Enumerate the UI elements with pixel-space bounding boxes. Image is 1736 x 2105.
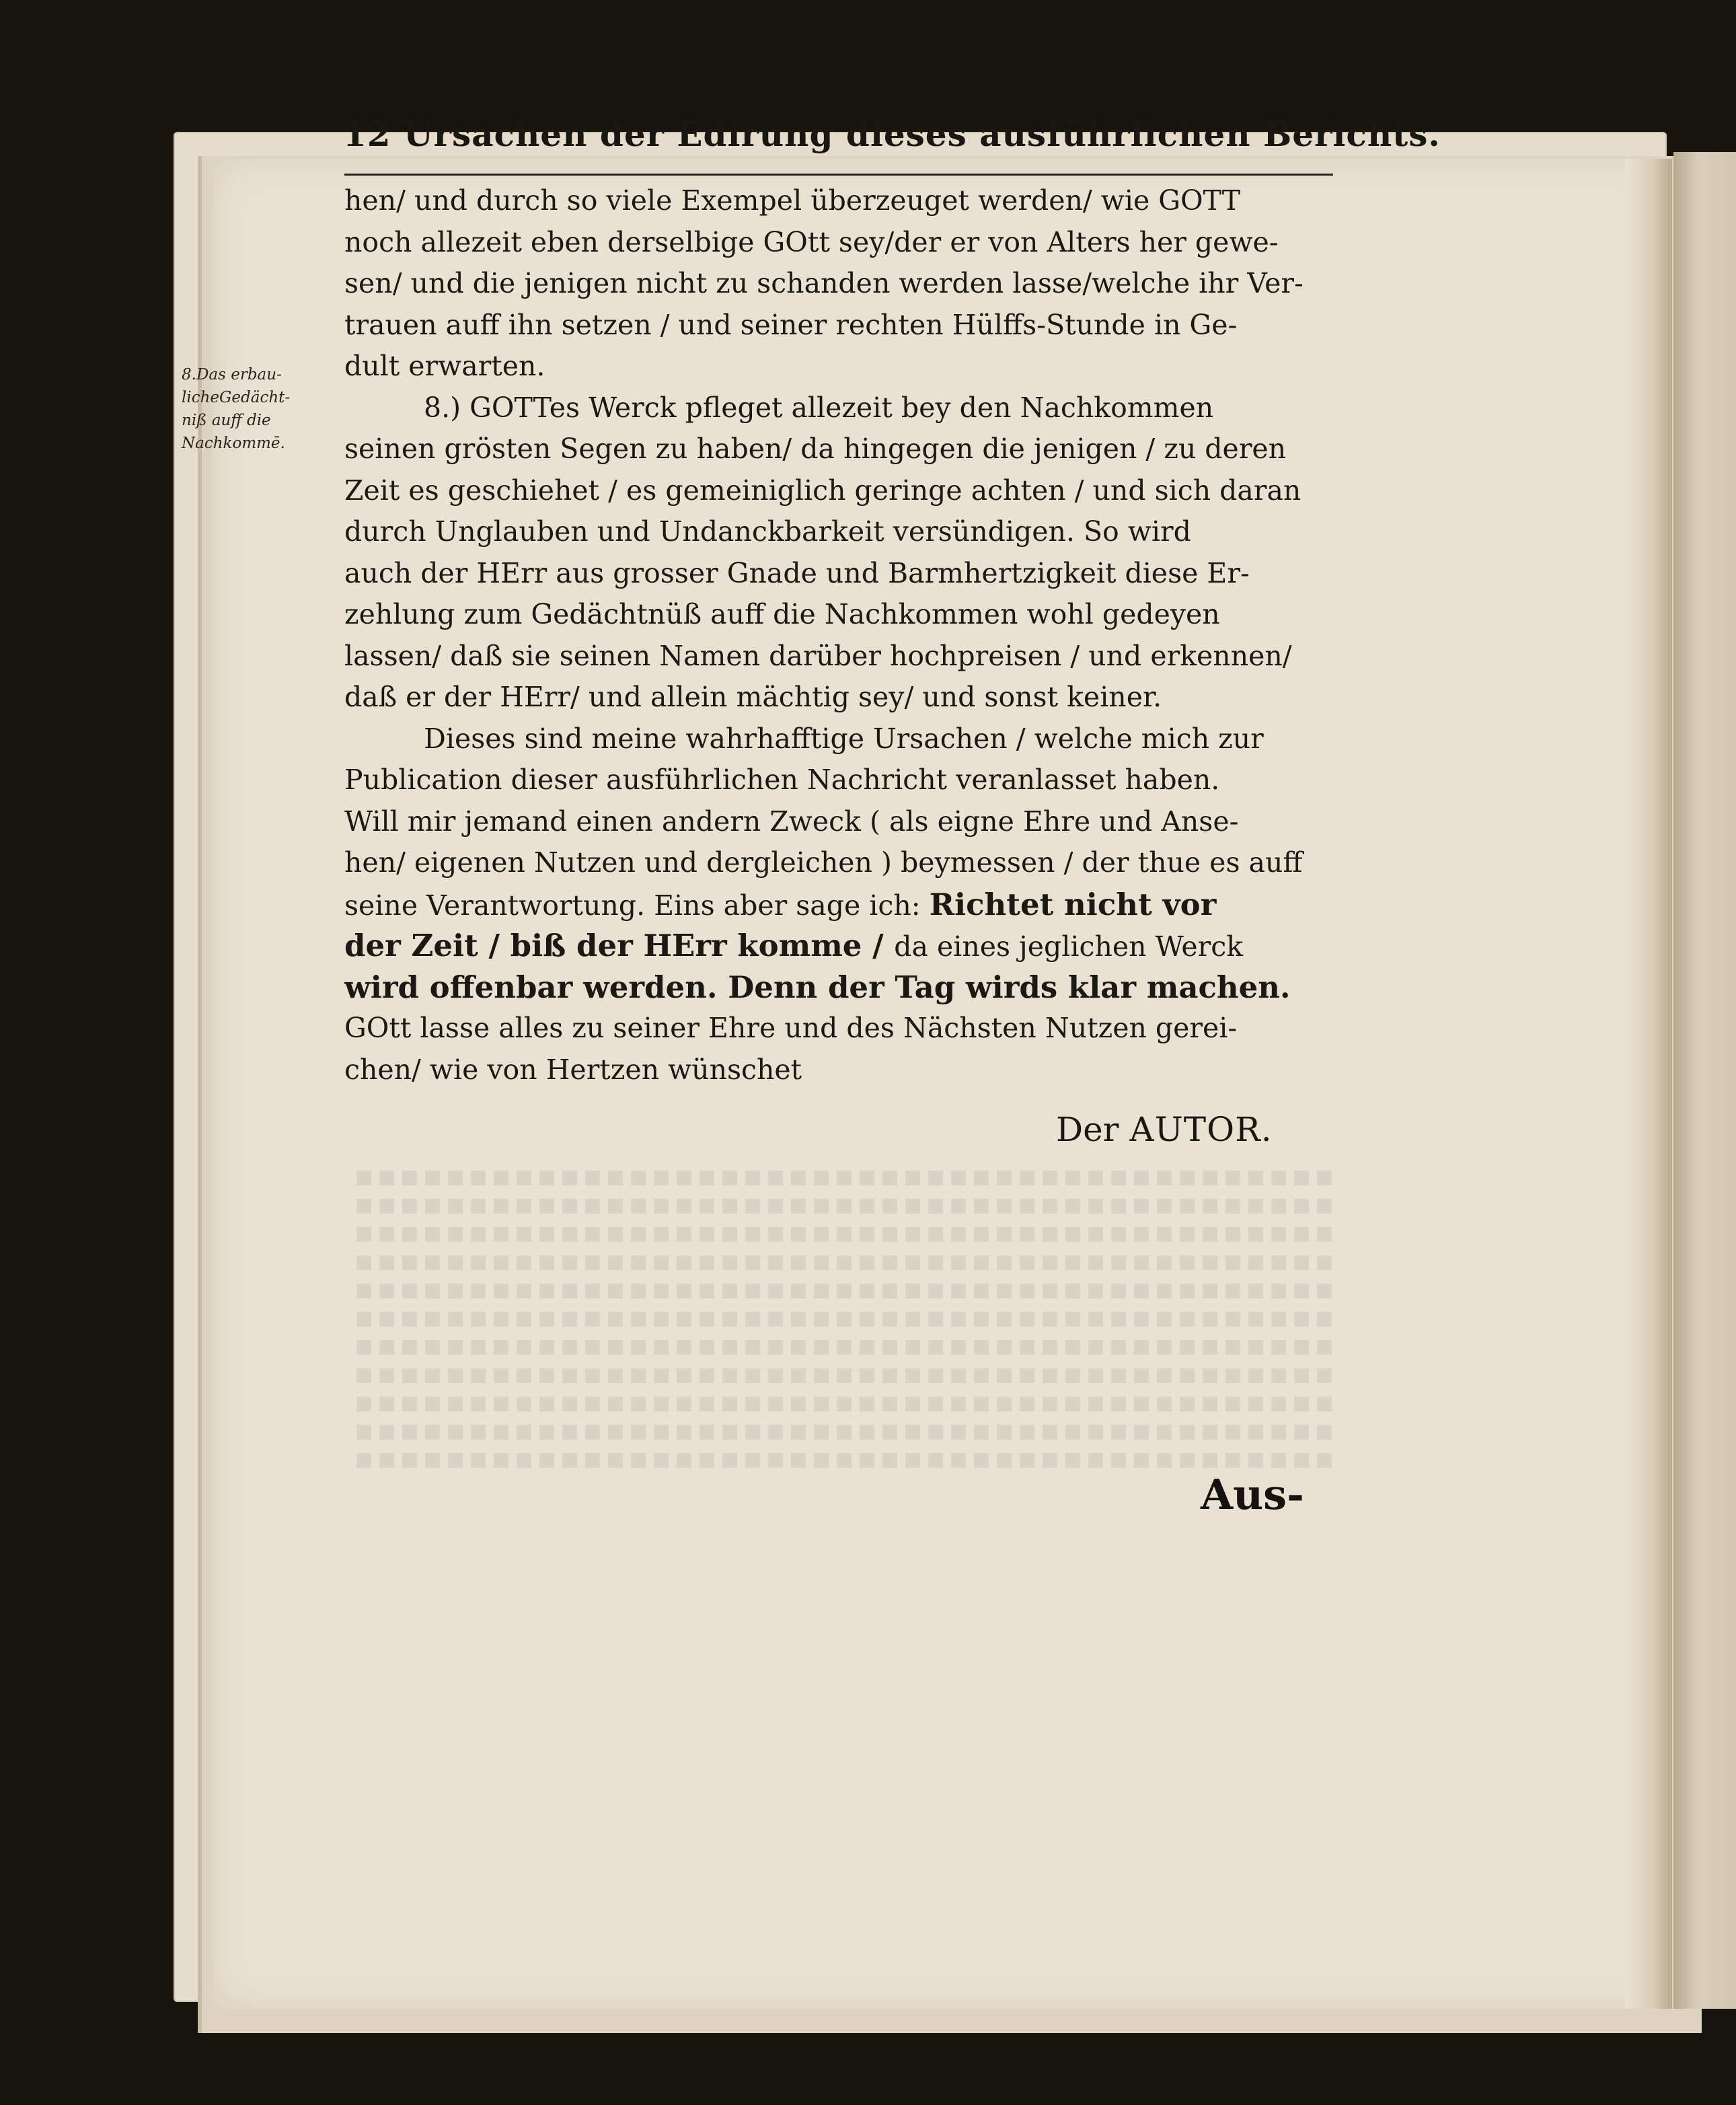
- show-through-text: [323, 1157, 1332, 1695]
- text-line: Zeit es geschiehet / es gemeiniglich geringe achten / und sich daran: [344, 474, 1301, 507]
- emphasized-text: Richtet nicht vor: [929, 886, 1217, 922]
- text-line: zehlung zum Gedächtnüß auff die Nachkommen wohl gedeyen: [344, 598, 1220, 630]
- text-line: Will mir jemand einen andern Zweck ( als eigne Ehre und Anse-: [344, 805, 1239, 838]
- text-line: hen/ eigenen Nutzen und dergleichen ) beymessen / der thue es auff: [344, 846, 1303, 879]
- author-signature: [1056, 1110, 1273, 1149]
- catchword: Aus-: [1201, 1470, 1304, 1519]
- text-segment: seine Verantwortung. Eins aber sage ich:: [344, 889, 930, 922]
- signature-name: AUTOR.: [1129, 1110, 1273, 1149]
- text-line: sen/ und die jenigen nicht zu schanden werden lasse/welche ihr Ver-: [344, 267, 1304, 299]
- text-line: Dieses sind meine wahrhafftige Ursachen / welche mich zur: [424, 722, 1264, 755]
- text-line: [344, 925, 1333, 967]
- text-segment: da eines jeglichen Werck: [894, 930, 1244, 963]
- page-gutter: [1625, 159, 1672, 2009]
- margin-note: [182, 363, 340, 455]
- margin-note-line: licheGedächt-: [182, 389, 291, 406]
- text-line: hen/ und durch so viele Exempel überzeuget werden/ wie GOTT: [344, 184, 1241, 217]
- page-number: 12: [343, 114, 391, 154]
- text-line: noch allezeit eben derselbige GOtt sey/der er von Alters her gewe-: [344, 225, 1279, 258]
- text-line: auch der HErr aus grosser Gnade und Barmhertzigkeit diese Er-: [344, 556, 1250, 589]
- text-line: dult erwarten.: [344, 350, 545, 382]
- text-line: daß er der HErr/ und allein mächtig sey/ und sonst keiner.: [344, 681, 1162, 713]
- emphasized-text: wird offenbar werden. Denn der Tag wirds klar machen.: [344, 969, 1291, 1005]
- running-title: Ursachen der Edirung dieses ausführlichen Berichts.: [404, 114, 1441, 154]
- running-header: [343, 114, 1441, 154]
- margin-note-line: Nachkommē.: [182, 435, 285, 452]
- text-line: 8.) GOTTes Werck pfleget allezeit bey den Nachkommen: [424, 391, 1214, 424]
- facing-page-edge: [1673, 152, 1736, 2009]
- margin-note-line: niß auff die: [182, 412, 271, 429]
- body-text: [344, 180, 1333, 1091]
- text-line: seinen grösten Segen zu haben/ da hingegen die jenigen / zu deren: [344, 433, 1287, 465]
- text-line: [344, 967, 1333, 1008]
- margin-note-line: 8.Das erbau-: [182, 366, 282, 383]
- text-line: chen/ wie von Hertzen wünschet: [344, 1053, 802, 1086]
- emphasized-text: der Zeit / biß der HErr komme /: [344, 928, 895, 963]
- text-line: [344, 884, 1333, 926]
- signature-prefix: Der: [1056, 1110, 1119, 1149]
- text-line: durch Unglauben und Undanckbarkeit versündigen. So wird: [344, 515, 1191, 548]
- text-line: GOtt lasse alles zu seiner Ehre und des Nächsten Nutzen gerei-: [344, 1012, 1238, 1044]
- header-rule: [344, 174, 1333, 176]
- text-line: trauen auff ihn setzen / und seiner rechten Hülffs-Stunde in Ge-: [344, 308, 1238, 341]
- text-line: Publication dieser ausführlichen Nachricht veranlasset haben.: [344, 764, 1220, 796]
- text-line: lassen/ daß sie seinen Namen darüber hochpreisen / und erkennen/: [344, 639, 1292, 672]
